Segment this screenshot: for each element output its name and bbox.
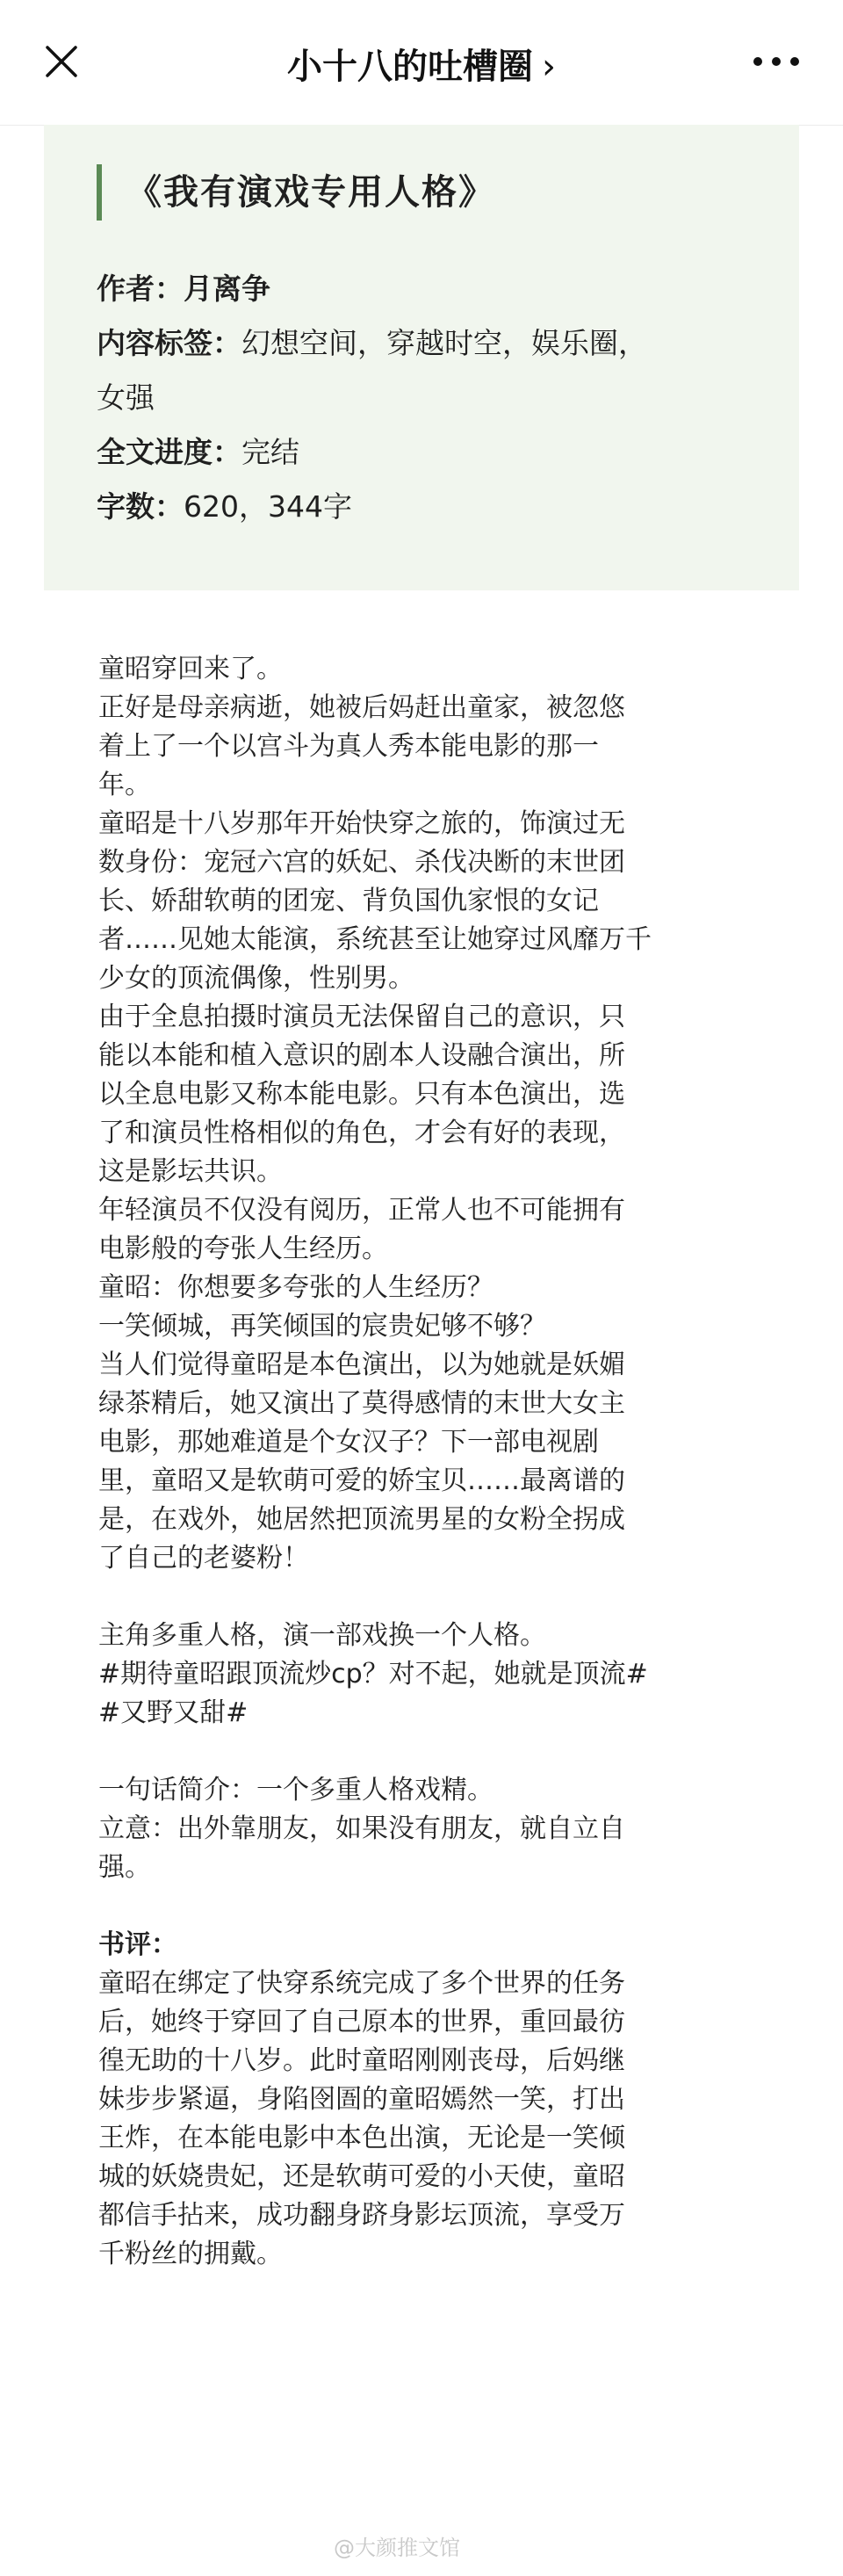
body-line: 年。 — [98, 770, 151, 800]
body-line: 着上了一个以宫斗为真人秀本能电影的那一 — [98, 731, 599, 762]
body-line: 了自己的老婆粉！ — [98, 1543, 309, 1574]
more-button[interactable] — [741, 39, 811, 84]
body-line: 数身份：宠冠六宫的妖妃、杀伐决断的末世团 — [98, 847, 625, 878]
body-line: 是，在戏外，她居然把顶流男星的女粉全拐成 — [98, 1504, 625, 1535]
book-info-lines — [97, 262, 782, 534]
tags-line — [97, 316, 782, 371]
book-info-card — [44, 125, 799, 590]
body-line: 一句话简介：一个多重人格戏精。 — [98, 1775, 494, 1805]
progress-value: 完结 — [241, 435, 299, 469]
review-line: 都信手拈来，成功翻身跻身影坛顶流，享受万 — [98, 2200, 625, 2231]
body-line: 童昭穿回来了。 — [98, 654, 283, 684]
review-heading: 书评： — [98, 1929, 177, 1960]
paragraph-gap — [98, 1733, 739, 1771]
body-line: 了和演员性格相似的角色，才会有好的表现， — [98, 1118, 625, 1148]
wordcount-label: 字数： — [97, 489, 184, 524]
author-line — [97, 262, 782, 316]
tags-label: 内容标签： — [97, 326, 241, 360]
review-line: 千粉丝的拥戴。 — [98, 2239, 283, 2269]
review-line: 童昭在绑定了快穿系统完成了多个世界的任务 — [98, 1968, 625, 1999]
review-line: 王炸，在本能电影中本色出演，无论是一笑倾 — [98, 2123, 625, 2153]
body-line: 当人们觉得童昭是本色演出，以为她就是妖媚 — [98, 1350, 625, 1380]
wordcount-value: 620，344字 — [184, 489, 352, 524]
review-line: 城的妖娆贵妃，还是软萌可爱的小天使，童昭 — [98, 2161, 625, 2192]
body-line: 一笑倾城，再笑倾国的宸贵妃够不够？ — [98, 1311, 546, 1342]
body-line: 里，童昭又是软萌可爱的娇宝贝……最离谱的 — [98, 1465, 625, 1496]
tags-line-cont: 女强 — [97, 380, 155, 415]
body-line: 由于全息拍摄时演员无法保留自己的意识，只 — [98, 1002, 625, 1032]
author-label: 作者： — [97, 271, 184, 306]
body-line: 立意：出外靠朋友，如果没有朋友，就自立自 — [98, 1813, 625, 1844]
body-line: 童昭是十八岁那年开始快穿之旅的，饰演过无 — [98, 808, 625, 839]
hashtag-line: #又野又甜# — [98, 1697, 249, 1728]
book-title: 《我有演戏专用人格》 — [97, 164, 495, 221]
body-line: 强。 — [98, 1852, 151, 1883]
body-line: 电影，那她难道是个女汉子？下一部电视剧 — [98, 1427, 599, 1458]
author-value: 月离争 — [184, 271, 270, 306]
post-content — [98, 650, 739, 2274]
chevron-right-icon: › — [542, 47, 556, 87]
review-line: 后，她终于穿回了自己原本的世界，重回最彷 — [98, 2007, 625, 2037]
body-line: 年轻演员不仅没有阅历，正常人也不可能拥有 — [98, 1195, 625, 1226]
watermark: @大颜推文馆 — [334, 2536, 460, 2560]
review-line: 妹步步紧逼，身陷囹圄的童昭嫣然一笑，打出 — [98, 2084, 625, 2115]
page-title: 小十八的吐槽圈 — [287, 47, 533, 87]
body-line: 少女的顶流偶像，性别男。 — [98, 963, 414, 994]
hashtag-line: #期待童昭跟顶流炒cp？对不起，她就是顶流# — [98, 1659, 648, 1690]
body-line: 能以本能和植入意识的剧本人设融合演出，所 — [98, 1040, 625, 1071]
paragraph-gap — [98, 1887, 739, 1926]
body-line: 正好是母亲病逝，她被后妈赶出童家，被忽悠 — [98, 692, 625, 723]
top-bar — [0, 0, 843, 126]
body-line: 电影般的夸张人生经历。 — [98, 1234, 388, 1264]
body-line: 童昭：你想要多夸张的人生经历？ — [98, 1272, 494, 1303]
page-title-group[interactable] — [0, 39, 843, 89]
paragraph-gap — [98, 1578, 739, 1617]
body-line: 绿茶精后，她又演出了莫得感情的末世大女主 — [98, 1388, 625, 1419]
body-line: 以全息电影又称本能电影。只有本色演出，选 — [98, 1079, 625, 1110]
progress-line — [97, 425, 782, 480]
tags-value: 幻想空间，穿越时空，娱乐圈， — [241, 326, 647, 360]
review-line: 徨无助的十八岁。此时童昭刚刚丧母，后妈继 — [98, 2045, 625, 2076]
body-line: 长、娇甜软萌的团宠、背负国仇家恨的女记 — [98, 886, 599, 916]
body-line: 者……见她太能演，系统甚至让她穿过风靡万千 — [98, 924, 652, 955]
body-line: 主角多重人格，演一部戏换一个人格。 — [98, 1620, 546, 1651]
wordcount-line — [97, 480, 782, 534]
progress-label: 全文进度： — [97, 435, 241, 469]
body-line: 这是影坛共识。 — [98, 1156, 283, 1187]
more-dots-icon — [752, 55, 801, 68]
